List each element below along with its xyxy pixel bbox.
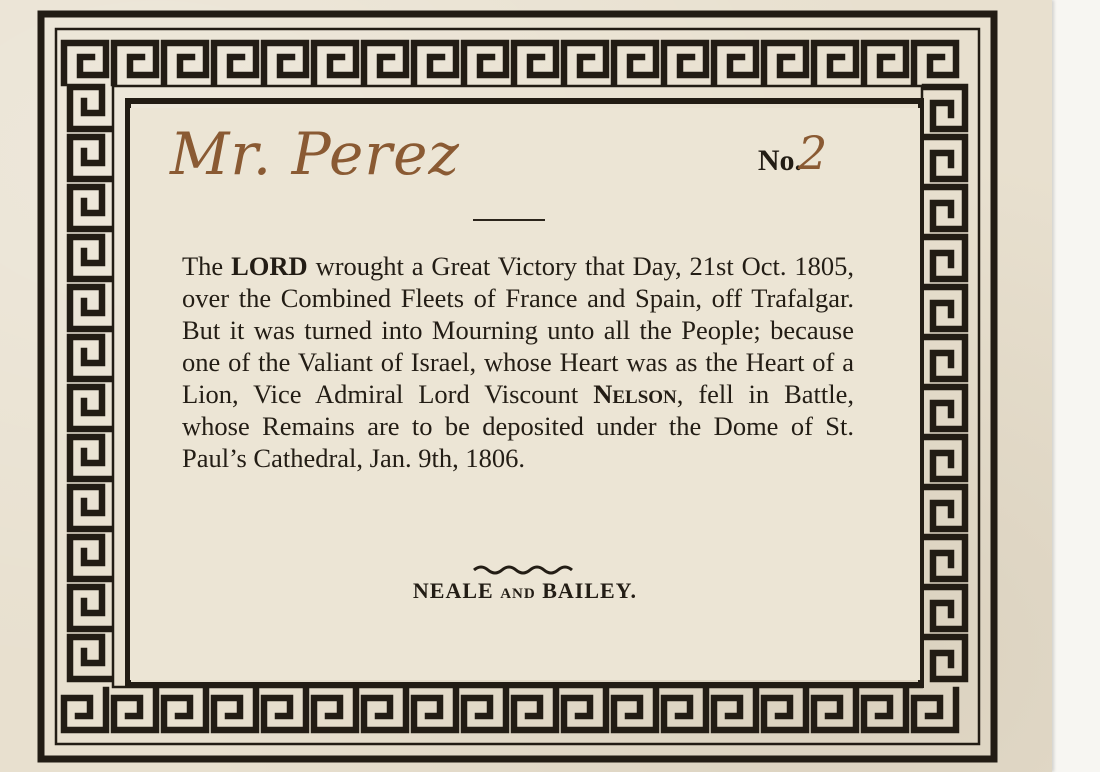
greek-key-motif — [70, 187, 110, 229]
greek-key-motif — [914, 690, 956, 730]
greek-key-motif — [414, 690, 456, 730]
greek-key-motif — [614, 43, 656, 83]
greek-key-motif — [925, 237, 965, 279]
greek-key-motif — [925, 537, 965, 579]
wavy-ornament — [470, 562, 580, 576]
greek-key-motif — [414, 43, 456, 83]
greek-key-motif — [464, 690, 506, 730]
greek-key-motif — [164, 43, 206, 83]
greek-key-motif — [925, 187, 965, 229]
greek-key-motif — [664, 690, 706, 730]
greek-key-motif — [464, 43, 506, 83]
greek-key-motif — [164, 690, 206, 730]
greek-key-motif — [64, 43, 106, 83]
greek-key-motif — [70, 337, 110, 379]
greek-key-motif — [364, 43, 406, 83]
greek-key-motif — [614, 690, 656, 730]
text-part-2: wrought a Great Victory that Day, 21st Oct. 1805, over the Combined Fleets of France and Spain, off Trafalgar. But it was turned into Mourning unto all the People; because one of the Valiant of Israel, whose Heart was as the Heart of a Lion, Vice Admiral Lord Viscount — [182, 251, 854, 409]
greek-key-motif — [514, 690, 556, 730]
greek-key-motif — [70, 137, 110, 179]
greek-key-motif — [925, 587, 965, 629]
divider-rule — [473, 219, 545, 221]
greek-key-motif — [70, 487, 110, 529]
greek-key-motif — [314, 690, 356, 730]
greek-key-motif — [914, 43, 956, 83]
greek-key-motif — [70, 287, 110, 329]
recipient-name: Mr. Perez — [170, 120, 460, 188]
greek-key-motif — [925, 337, 965, 379]
greek-key-motif — [714, 690, 756, 730]
greek-key-motif — [70, 387, 110, 429]
greek-key-motif — [864, 690, 906, 730]
greek-key-motif — [264, 43, 306, 83]
printer-imprint: NEALE and BAILEY. — [412, 578, 638, 603]
greek-key-motif — [925, 87, 965, 129]
greek-key-motif — [64, 690, 106, 730]
greek-key-motif — [664, 43, 706, 83]
greek-key-motif — [764, 43, 806, 83]
greek-key-motif — [70, 437, 110, 479]
greek-key-motif — [925, 437, 965, 479]
greek-key-motif — [114, 43, 156, 83]
greek-key-motif — [70, 87, 110, 129]
greek-key-motif — [364, 690, 406, 730]
greek-key-motif — [70, 637, 110, 679]
memorial-text — [182, 250, 854, 474]
text-part-1: The — [182, 251, 232, 281]
greek-key-motif — [314, 43, 356, 83]
greek-key-motif — [925, 137, 965, 179]
greek-key-motif — [564, 690, 606, 730]
greek-key-motif — [214, 43, 256, 83]
greek-key-motif — [925, 487, 965, 529]
lord-word: LORD — [231, 251, 308, 281]
greek-key-motif — [214, 690, 256, 730]
text-part-3: , fell in Battle, whose Remains are to be deposited under the Dome of St. Paul’s Cathedral, Jan. 9th, 1806. — [182, 379, 855, 473]
greek-key-motif — [70, 537, 110, 579]
number-value: 2 — [798, 126, 828, 180]
greek-key-motif — [814, 43, 856, 83]
greek-key-motif — [564, 43, 606, 83]
greek-key-motif — [814, 690, 856, 730]
greek-key-motif — [925, 287, 965, 329]
nelson-name: Nelson — [593, 379, 677, 409]
greek-key-motif — [70, 237, 110, 279]
card-content — [130, 108, 920, 680]
greek-key-motif — [514, 43, 556, 83]
greek-key-motif — [864, 43, 906, 83]
greek-key-motif — [114, 690, 156, 730]
greek-key-motif — [264, 690, 306, 730]
greek-key-motif — [925, 637, 965, 679]
number-label: No. — [757, 144, 802, 177]
greek-key-motif — [925, 387, 965, 429]
greek-key-motif — [764, 690, 806, 730]
greek-key-motif — [70, 587, 110, 629]
greek-key-motif — [714, 43, 756, 83]
